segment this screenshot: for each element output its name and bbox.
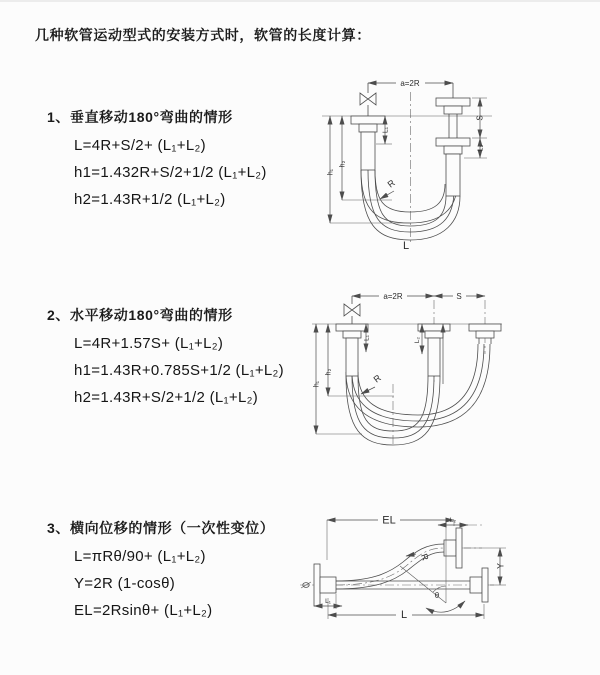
angle-label: θ [434,591,440,600]
dim-label-a2r: a=2R [383,292,403,301]
section-vertical-movement [47,108,267,207]
dim-label-h1: h₁ [327,168,335,176]
valve-icon [360,83,376,116]
dim-label-l2: L₂ [449,517,457,524]
section-2-heading: 2、水平移动180°弯曲的情形 [47,307,233,323]
valve-icon [344,296,360,324]
dim-label-a2r: a=2R [400,79,420,88]
hose-braid [428,338,440,376]
section-horizontal-movement [47,306,284,405]
left-fitting [336,324,368,376]
construction-lines [400,520,465,612]
centerline-symbol [301,582,311,588]
formula-el: EL=2Rsinθ+ (L₁+L₂) [74,602,213,619]
dim-label-l1: L₁ [325,598,331,605]
length-label: L [402,240,410,252]
hose-braid [361,132,375,170]
dimension-lines [313,296,485,434]
section-1-heading: 1、垂直移动180°弯曲的情形 [47,109,233,125]
diagram-lateral-displacement [298,500,598,628]
section-lateral-displacement [47,519,274,618]
hose-braid [346,338,358,376]
formula-length: L=4R+1.57S+ (L₁+L₂) [74,335,224,352]
dim-label-y: Y [495,562,506,570]
formula-h2: h2=1.43R+1/2 (L₁+L₂) [74,191,226,208]
hose-curves [346,344,490,445]
radius-label: R [371,372,383,385]
length-label: L [400,609,408,621]
left-fitting [351,116,385,170]
formula-h1: h1=1.432R+S/2+1/2 (L₁+L₂) [74,164,267,181]
dim-label-l2: L₂ [414,336,421,344]
dimension-lines [314,520,506,619]
dim-label-h2: h₂ [325,368,333,376]
diagram-vertical-180-bend [314,72,509,254]
formula-length: L=πRθ/90+ (L₁+L₂) [74,548,206,565]
diagram-horizontal-180-bend [306,284,511,449]
dim-label-el: EL [382,514,396,527]
right-flange [470,568,488,602]
scan-edge [0,0,600,2]
dim-label-s: S [475,115,485,121]
dim-label-l1: L₁ [363,335,371,341]
right-fitting [436,83,470,196]
formula-h2: h2=1.43R+S/2+1/2 (L₁+L₂) [74,389,259,406]
page-title: 几种软管运动型式的安装方式时，软管的长度计算： [35,27,371,43]
formula-h1: h1=1.43R+0.785S+1/2 (L₁+L₂) [74,362,284,379]
dim-label-l1: L₁ [382,126,390,134]
formula-length: L=4R+S/2+ (L₁+L₂) [74,137,206,154]
middle-fitting [418,324,450,376]
formula-y: Y=2R (1-cosθ) [74,575,176,592]
dim-label-l2: L₂ [477,144,485,152]
hose-braid [446,154,460,196]
dim-label-h2: h₂ [339,160,347,168]
radius-label: R [419,552,431,562]
dim-label-s: S [456,292,462,301]
radius-label: R [385,177,397,190]
dim-label-h1: h₁ [313,380,321,388]
section-3-heading: 3、横向位移的情形（一次性变位） [47,520,275,536]
